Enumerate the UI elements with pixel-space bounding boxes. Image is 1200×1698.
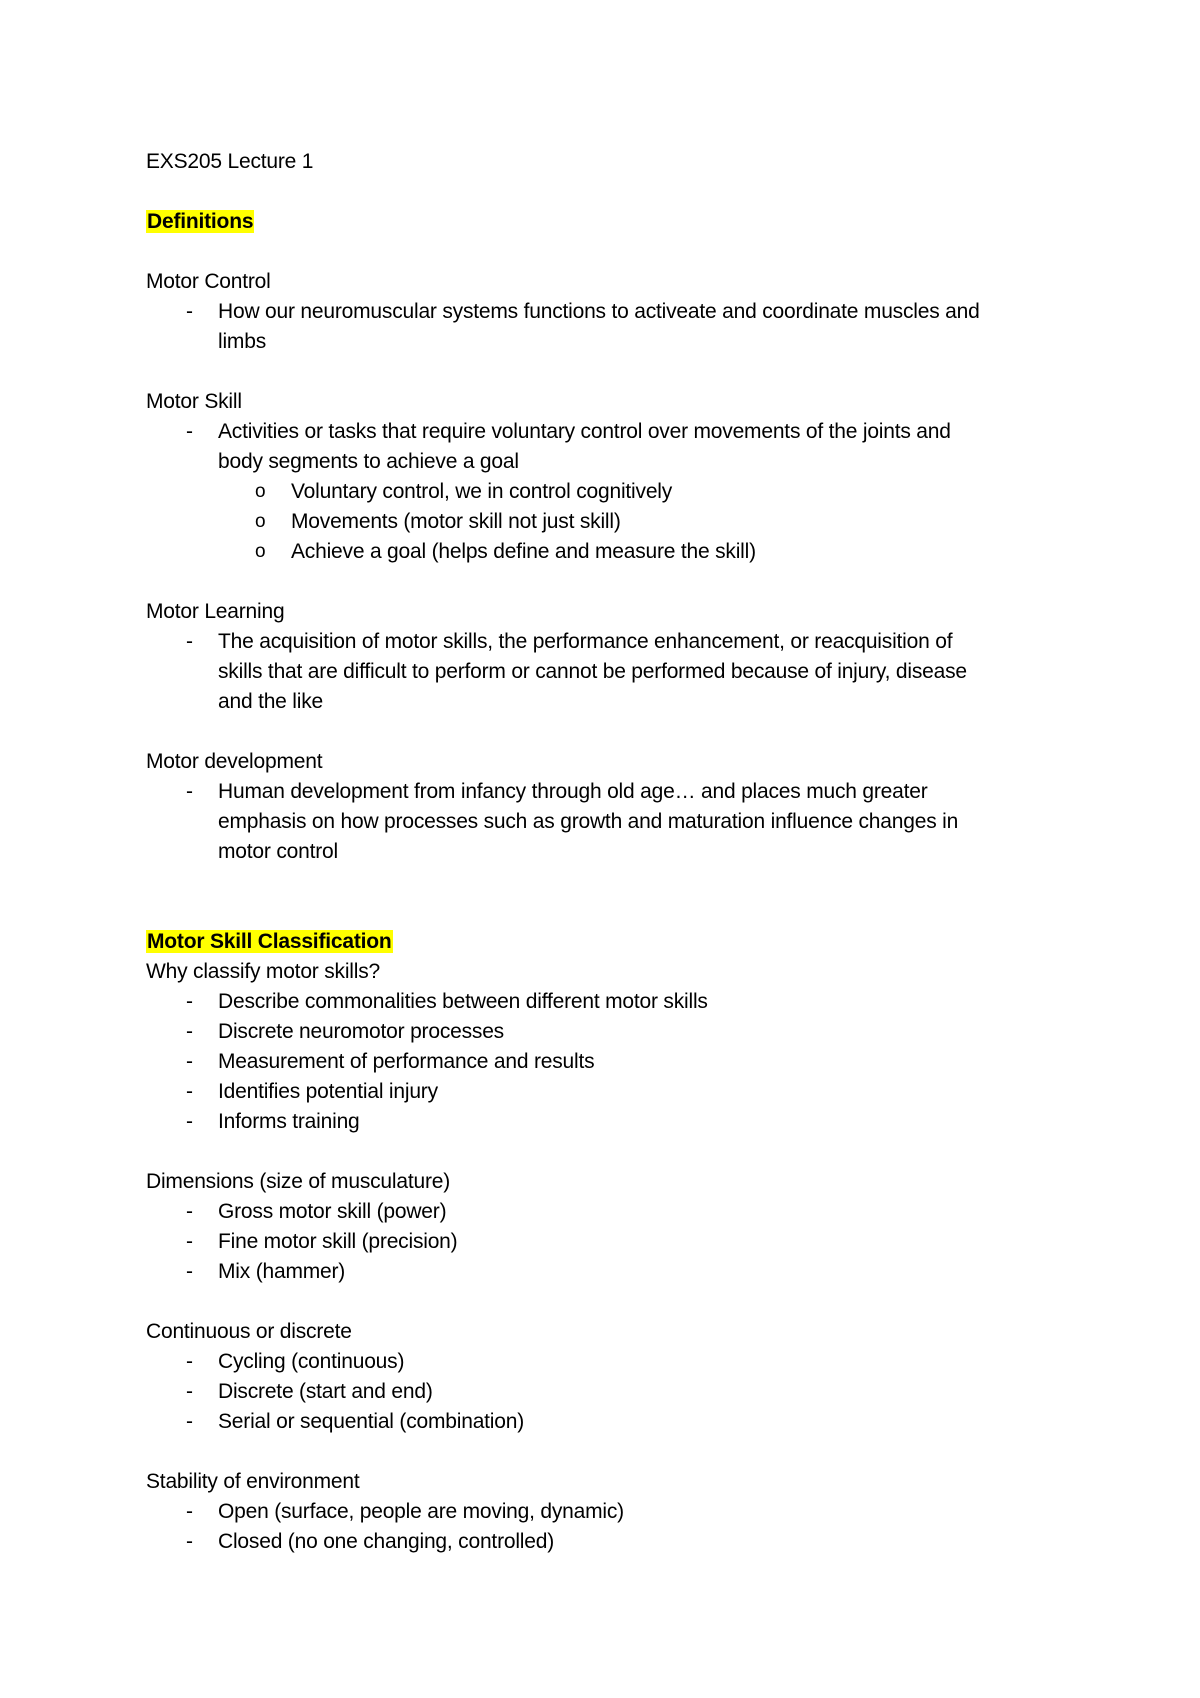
bullet-dash: -: [186, 630, 193, 653]
stability-bullet: Open (surface, people are moving, dynamic): [218, 1500, 624, 1523]
sub-bullet-marker: o: [255, 511, 266, 532]
continuous-bullet: Serial or sequential (combination): [218, 1410, 525, 1433]
why-classify-bullet: Informs training: [218, 1110, 360, 1133]
motor-learning-label: Motor Learning: [146, 600, 285, 623]
why-classify-bullet: Describe commonalities between different motor skills: [218, 990, 708, 1013]
motor-learning-bullet-cont: and the like: [218, 690, 324, 713]
definitions-heading: [146, 210, 254, 234]
motor-control-bullet: How our neuromuscular systems functions to activeate and coordinate muscles and: [218, 300, 980, 323]
motor-skill-label: Motor Skill: [146, 390, 242, 413]
motor-development-bullet-cont: emphasis on how processes such as growth and maturation influence changes in: [218, 810, 959, 833]
dimensions-label: Dimensions (size of musculature): [146, 1170, 451, 1193]
bullet-dash: -: [186, 1350, 193, 1373]
motor-skill-bullet-cont: body segments to achieve a goal: [218, 450, 519, 473]
why-classify-bullet: Identifies potential injury: [218, 1080, 438, 1103]
motor-development-bullet-cont: motor control: [218, 840, 338, 863]
motor-control-label: Motor Control: [146, 270, 271, 293]
sub-bullet-marker: o: [255, 481, 266, 502]
bullet-dash: -: [186, 1200, 193, 1223]
bullet-dash: -: [186, 990, 193, 1013]
document-title: EXS205 Lecture 1: [146, 150, 314, 173]
definitions-heading-text: Definitions: [147, 210, 254, 233]
bullet-dash: -: [186, 1500, 193, 1523]
bullet-dash: -: [186, 300, 193, 323]
bullet-dash: -: [186, 1260, 193, 1283]
dimensions-bullet: Fine motor skill (precision): [218, 1230, 458, 1253]
sub-bullet-marker: o: [255, 541, 266, 562]
stability-bullet: Closed (no one changing, controlled): [218, 1530, 555, 1553]
bullet-dash: -: [186, 1410, 193, 1433]
continuous-label: Continuous or discrete: [146, 1320, 352, 1343]
continuous-bullet: Discrete (start and end): [218, 1380, 433, 1403]
bullet-dash: -: [186, 1080, 193, 1103]
dimensions-bullet: Gross motor skill (power): [218, 1200, 447, 1223]
classification-heading: [146, 930, 393, 954]
motor-control-bullet-cont: limbs: [218, 330, 267, 353]
motor-development-label: Motor development: [146, 750, 323, 773]
motor-learning-bullet-cont: skills that are difficult to perform or cannot be performed because of injury, disease: [218, 660, 967, 683]
bullet-dash: -: [186, 420, 193, 443]
bullet-dash: -: [186, 1530, 193, 1553]
dimensions-bullet: Mix (hammer): [218, 1260, 346, 1283]
motor-skill-sub-bullet: Achieve a goal (helps define and measure the skill): [291, 540, 756, 563]
motor-learning-bullet: The acquisition of motor skills, the performance enhancement, or reacquisition of: [218, 630, 953, 653]
motor-skill-sub-bullet: Voluntary control, we in control cognitively: [291, 480, 673, 503]
stability-label: Stability of environment: [146, 1470, 360, 1493]
bullet-dash: -: [186, 1050, 193, 1073]
bullet-dash: -: [186, 1230, 193, 1253]
bullet-dash: -: [186, 1380, 193, 1403]
why-classify-bullet: Measurement of performance and results: [218, 1050, 595, 1073]
why-classify-bullet: Discrete neuromotor processes: [218, 1020, 504, 1043]
bullet-dash: -: [186, 1020, 193, 1043]
motor-skill-sub-bullet: Movements (motor skill not just skill): [291, 510, 621, 533]
continuous-bullet: Cycling (continuous): [218, 1350, 405, 1373]
motor-skill-bullet: Activities or tasks that require voluntary control over movements of the joints and: [218, 420, 951, 443]
motor-development-bullet: Human development from infancy through old age… and places much greater: [218, 780, 928, 803]
why-classify-label: Why classify motor skills?: [146, 960, 381, 983]
classification-heading-text: Motor Skill Classification: [147, 930, 392, 953]
bullet-dash: -: [186, 780, 193, 803]
bullet-dash: -: [186, 1110, 193, 1133]
